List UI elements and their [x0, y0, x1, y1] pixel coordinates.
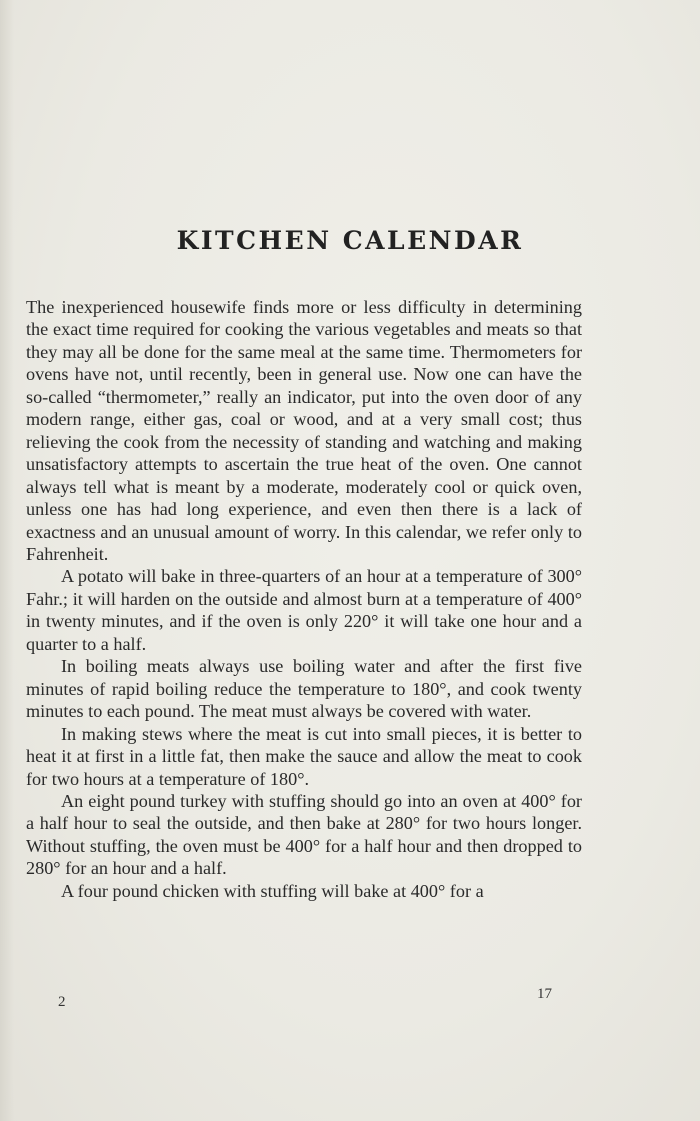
body-text [26, 296, 582, 902]
paragraph-boiling-meats: In boiling meats always use boiling water and after the first five minutes of rapid boiling reduce the temperature to 180°, and cook twenty minutes to each pound. The meat must always be covered with water. [26, 656, 582, 722]
paragraph-potato: A potato will bake in three-quarters of an hour at a temperature of 300° Fahr.; it will harden on the outside and almost burn at a temperature of 400° in twenty minutes, and if the oven is only 220° it will take one hour and a quarter to a half. [26, 566, 582, 654]
paragraph-chicken: A four pound chicken with stuffing will bake at 400° for a [61, 880, 484, 901]
paragraph-intro: The inexperienced housewife finds more or less difficulty in determining the exact time required for cooking the various vegetables and meats so that they may all be done for the same meal at the same time. Thermometers for ovens have not, until recently, been in general use. Now one can have the so-called “thermometer,” really an indicator, put into the oven door of any modern range, either gas, coal or wood, and at a very small cost; thus relieving the cook from the necessity of standing and watching and making unsatisfactory attempts to ascertain the true heat of the oven. One cannot always tell what is meant by a moderate, moderately cool or quick oven, unless one has had long experience, and even then there is a lack of exactness and an unusual amount of worry. In this calendar, we refer only to Fahrenheit. [26, 297, 582, 564]
page-title: KITCHEN CALENDAR [176, 226, 524, 255]
page-gutter-shadow [0, 0, 14, 1121]
page-number: 17 [537, 986, 552, 1002]
signature-mark: 2 [58, 994, 66, 1010]
paragraph-stews: In making stews where the meat is cut into small pieces, it is better to heat it at first in a little fat, then make the sauce and allow the meat to cook for two hours at a temperature of 180°. [26, 723, 582, 789]
paragraph-turkey: An eight pound turkey with stuffing should go into an oven at 400° for a half hour to seal the outside, and then bake at 280° for two hours longer. Without stuffing, the oven must be 400° for a half hour and then dropped to 280° for an hour and a half. [26, 790, 582, 879]
